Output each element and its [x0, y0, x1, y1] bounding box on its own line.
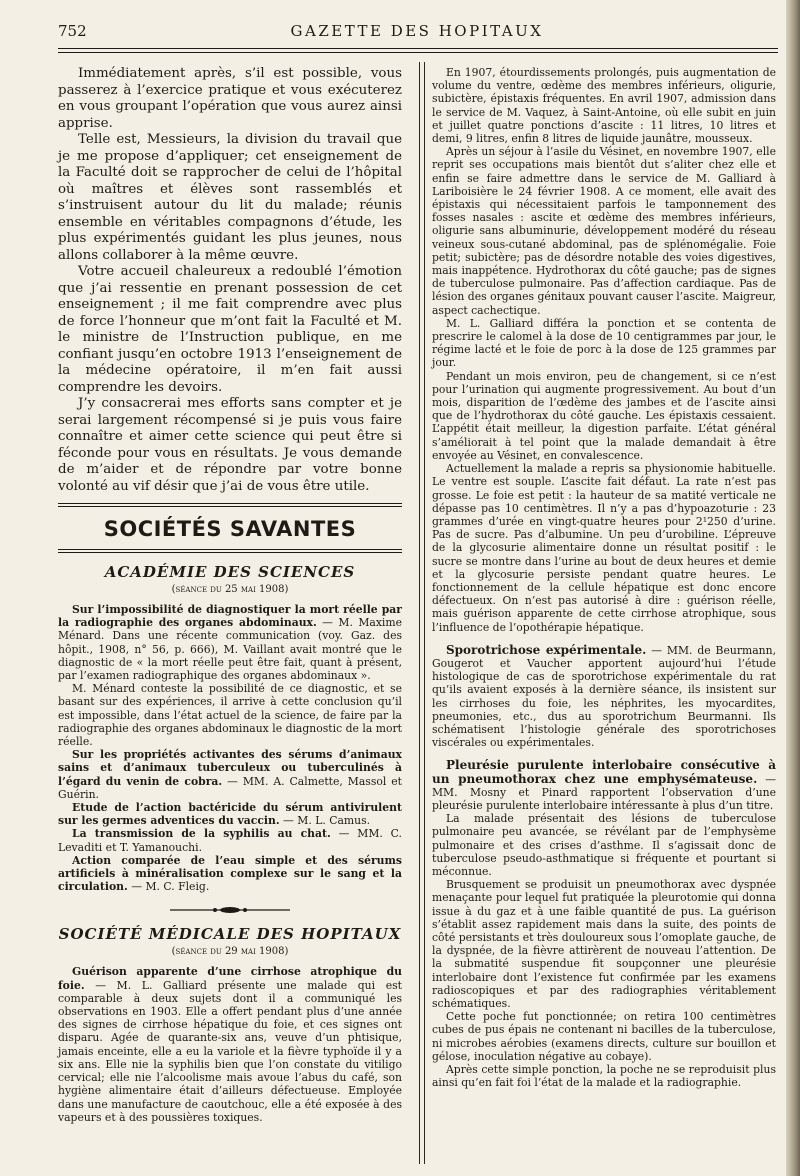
report-item [58, 827, 402, 853]
ornament-divider [170, 903, 290, 917]
report-title: Sporotrichose expérimentale. [446, 642, 647, 657]
paragraph: Immédiatement après, s’il est possible, vous passerez à l’exercice pratique et vous exécuterez en vous groupant l’opération que vous aurez ainsi apprise. [58, 66, 402, 131]
paragraph: La malade présentait des lésions de tuberculose pulmonaire peu avancée, se révélant par de l’emphysème pulmonaire et des crises d’asthme. Il s’agissait donc de tuberculose pseudo-asthmatique si fréquente et pourtant si méconnue. [432, 812, 776, 878]
report-text: M. Ménard conteste la possibilité de ce diagnostic, et se basant sur des expériences, il arrive à cette conclusion qu’il est impossible, dans l’état actuel de la science, de faire par la radiographie des organes abdominaux le diagnostic de la mort réelle. [58, 682, 402, 749]
pleuresie-report [432, 759, 776, 1089]
societe-medicale-title: SOCIÉTÉ MÉDICALE DES HOPITAUX [58, 925, 402, 944]
seance-date: (séance du 29 mai 1908) [171, 946, 289, 958]
paragraph: Votre accueil chaleureux a redoublé l’émotion que j’ai ressentie en prenant possession de cet enseignement ; il me fait comprendre avec plus de force l’honneur que m’ont fait la Faculté et M. le ministre de l’Instruction publique, en me confiant jusqu’en octobre 1913 l’enseignement de la médecine opératoire, il m’en fait aussi comprendre les devoirs. [58, 264, 402, 395]
report-title: Guérison apparente d’une cirrhose atrophique du foie. [58, 965, 402, 992]
report-item [432, 759, 776, 812]
report-text: — M. C. Fleig. [127, 880, 210, 894]
report-title: Pleurésie purulente interlobaire consécutive à un pneumothorax chez une emphysémateuse. [432, 758, 776, 786]
page-number: 752 [58, 22, 87, 40]
report-text: — MM. C. Levaditi et T. Yamanouchi. [58, 827, 402, 854]
report-item [58, 682, 402, 748]
seance-date: (séance du 25 mai 1908) [171, 584, 289, 595]
paragraph: Après un séjour à l’asile du Vésinet, en novembre 1907, elle reprit ses occupations mais bientôt dut s’aliter chez elle et enfin se faire admettre dans le service de M. Galliard à Lariboisière le 24 février 1908. A ce moment, elle avait des épistaxis qui nécessitaient parfois le tamponnement des fosses nasales : ascite et œdème des membres inférieurs, oligurie sans albuminurie, développement modéré du réseau veineux sous-cutané abdominal, pas de splénomégalie. Foie petit; subictère; pas de désordre notable des voies digestives, mais inappétence. Hydrothorax du côté gauche; pas de signes de tuberculose pulmonaire. Pas d’affection cardiaque. Pas de lésion des organes génitaux pouvant causer l’ascite. Maigreur, aspect cachectique. [432, 145, 776, 317]
column-divider [419, 62, 420, 1164]
report-text: — M. L. Galliard présente une malade qui est comparable à deux sujets dont il a communiqué les observations en 1903. Elle a offert pendant plus d’une année des signes de cirrhose hépatique du foie, et ces signes ont disparu. Agée de quarante-six ans, veuve d’un phtisique, jamais enceinte, elle a eu la variole et la fièvre typhoïde il y a six ans. Elle nie la syphilis bien que l’on constate du vitiligo cervical; elle nie l’alcoolisme mais avoue l’abus du café, son hygiène alimentaire était d’ailleurs défectueuse. Employée dans une manufacture de caoutchouc, elle a été exposée à des vapeurs et à des poussières toxiques. [58, 978, 402, 1124]
section-title: SOCIÉTÉS SAVANTES [103, 517, 357, 541]
report-text: — MM. A. Calmette, Massol et Guérin. [58, 774, 402, 801]
academie-reports [58, 603, 402, 893]
header-rule [58, 52, 778, 53]
report-item [58, 965, 402, 1123]
paragraph: Cette poche fut ponctionnée; on retira 100 centimètres cubes de pus épais ne contenant ni bacilles de la tuberculose, ni microbes aérobies (examens directs, culture sur bouillon et gélose, inoculation négative au cobaye). [432, 1010, 776, 1063]
report-title: Sur l’impossibilité de diagnostiquer la mort réelle par la radiographie des organes abdominaux. [58, 603, 402, 630]
report-text: — MM. de Beurmann, Gougerot et Vaucher apportent aujourd’hui l’étude histologique de cas de sporotrichose expérimentale du rat qu’ils avaient exposés à la dernière séance, ils insistent sur les cirrhoses du foie, les néphrites, les myocardites, pneumonies, etc., dus au sporotrichum Beurmanni. Ils schématisent l’histologie générale des sporotrichoses viscérales ou expérimentales. [432, 643, 776, 750]
galliard-report-continued [432, 66, 776, 634]
left-column [58, 62, 402, 1124]
report-text: — M. L. Camus. [279, 814, 371, 828]
right-column [432, 62, 776, 1089]
section-rule [58, 503, 402, 507]
report-title: Action comparée de l’eau simple et des sérums artificiels à minéralisation complexe sur le sang et la circulation. [58, 853, 402, 894]
paragraph: Brusquement se produisit un pneumothorax avec dyspnée menaçante pour lequel fut pratiquée la pleurotomie qui donna issue à du gaz et à une faible quantité de pus. La guérison s’établit assez rapidement mais dans la suite, des points de côté persistants et très douloureux sous l’omoplate gauche, de la dyspnée, de la fièvre attirèrent de nouveau l’attention. De la submatité suspendue fit soupçonner une pleurésie interlobaire dont l’existence fut confirmée par les examens radioscopiques et par des radiographies véritablement schématiques. [432, 878, 776, 1011]
report-item [58, 748, 402, 801]
lecture-conclusion [58, 66, 402, 495]
report-text: — M. Maxime Ménard. Dans une récente communication (voy. Gaz. des hôpit., 1908, n° 56, p. 666), M. Vaillant avait montré que le diagnostic de « la mort réelle peut être fait, quant à présent, par l’examen radiographique des organes abdominaux ». [58, 616, 402, 683]
paragraph: M. L. Galliard différa la ponction et se contenta de prescrire le calomel à la dose de 10 centigrammes par jour, le régime lacté et le foie de porc à la dose de 125 grammes par jour. [432, 316, 776, 370]
paragraph: En 1907, étourdissements prolongés, puis augmentation de volume du ventre, œdème des membres inférieurs, oligurie, subictère, épistaxis fréquentes. En avril 1907, admission dans le service de M. Vaquez, à Saint-Antoine, où elle subit en juin et juillet quatre ponctions d’ascite : 11 litres, 10 litres et demi, 9 litres, enfin 8 litres de liquide jaunâtre, mousseux. [432, 66, 776, 146]
paragraph: Après cette simple ponction, la poche ne se reproduisit plus ainsi qu’en fait foi l’état de la malade et la radiographie. [432, 1063, 776, 1090]
page-header [58, 22, 776, 46]
sporotrichose-report [432, 644, 776, 750]
page-binding-edge [786, 0, 800, 1176]
report-item [58, 603, 402, 682]
column-divider [424, 62, 425, 1164]
galliard-report [58, 965, 402, 1123]
report-title: Etude de l’action bactéricide du sérum antivirulent sur les germes adventices du vaccin. [58, 801, 402, 828]
header-rule [58, 48, 778, 49]
running-title: GAZETTE DES HOPITAUX [290, 22, 544, 40]
academie-title: ACADÉMIE DES SCIENCES [104, 563, 356, 581]
report-title: La transmission de la syphilis au chat. [72, 827, 331, 841]
report-text: — MM. Mosny et Pinard rapportent l’observation d’une pleurésie purulente interlobaire intéressante à plus d’un titre. [432, 772, 776, 812]
section-rule [58, 549, 402, 553]
report-item [58, 801, 402, 827]
report-item [432, 644, 776, 750]
paragraph: Telle est, Messieurs, la division du travail que je me propose d’appliquer; cet enseignement de la Faculté doit se rapprocher de celui de l’hôpital où maîtres et élèves sont rassemblés et s’instruisent autour du lit du malade; réunis ensemble en véritables compagnons d’étude, les plus expérimentés guidant les plus jeunes, nous allons collaborer à la même œuvre. [58, 132, 402, 263]
paragraph: J’y consacrerai mes efforts sans compter et je serai largement récompensé si je puis vous faire connaître et aimer cette science qui peut être si féconde pour vous en résultats. Je vous demande de m’aider et de répondre par votre bonne volonté au vif désir que j’ai de vous être utile. [58, 396, 402, 494]
paragraph: Actuellement la malade a repris sa physionomie habituelle. Le ventre est souple. L’ascite fait défaut. La rate n’est pas grosse. Le foie est petit : la hauteur de sa matité verticale ne dépasse pas 10 centimètres. Il n’y a pas d’hypoazoturie : 23 grammes d’urée en vingt-quatre heures pour 2¹250 d’urine. Pas de sucre. Pas d’albumine. Un peu d’urobiline. L’épreuve de la glycosurie alimentaire donne un résultat positif : le sucre se montre dans l’urine au bout de deux heures et demie et la glycosurie persiste pendant quatre heures. Le fonctionnement de la cellule hépatique est donc encore défectueux. On n’est pas autorisé à dire : guérison réelle, mais guérison apparente de cette cirrhose atrophique, sous l’influence de l’opothérapie hépatique. [432, 462, 776, 634]
paragraph: Pendant un mois environ, peu de changement, si ce n’est pour l’urination qui augmente progressivement. Au bout d’un mois, disparition de l’œdème des jambes et de l’ascite ainsi que de l’hydrothorax du côté gauche. Les épistaxis cessaient. L’appétit était meilleur, la digestion parfaite. L’état général s’améliorait à tel point que la malade demandait à être envoyée au Vésinet, en convalescence. [432, 369, 776, 462]
report-title: Sur les propriétés activantes des sérums d’animaux sains et d’animaux tuberculeux ou tuberculinés à l’égard du venin de cobra. [58, 748, 402, 788]
report-item [58, 854, 402, 894]
